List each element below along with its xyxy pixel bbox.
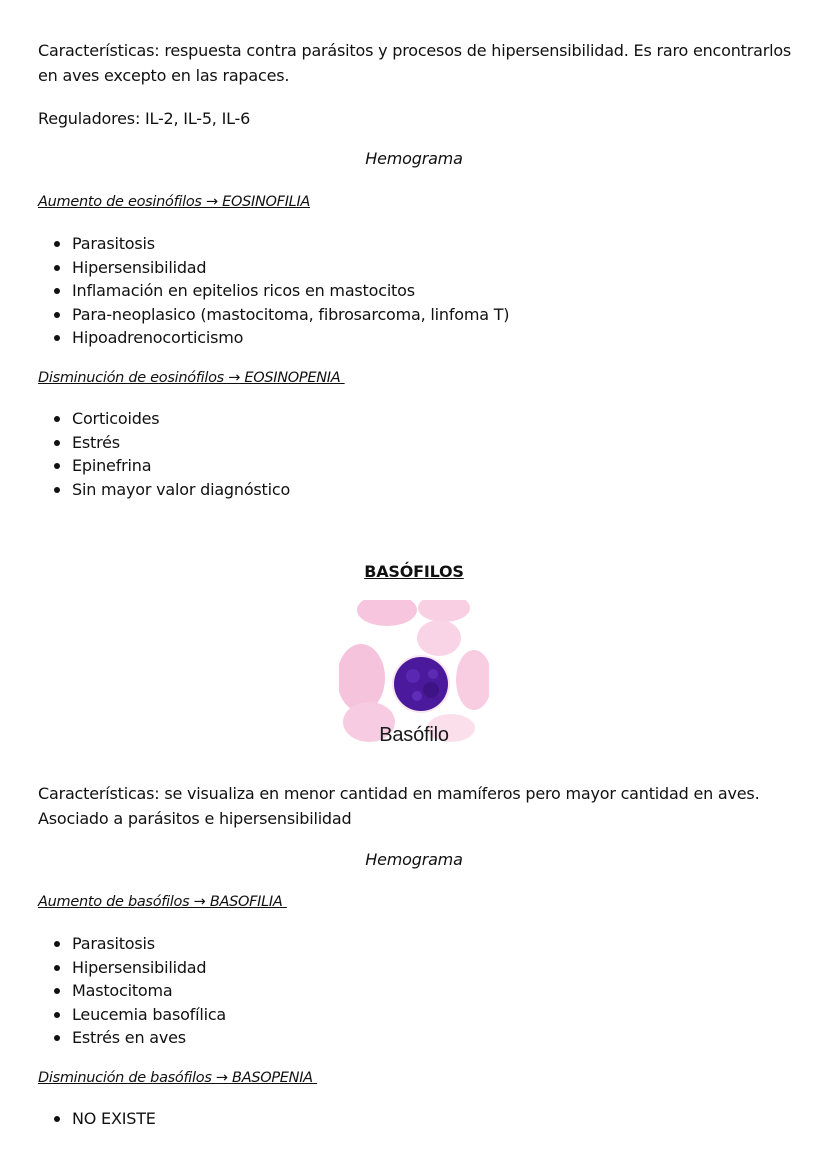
bullet-icon [54, 416, 60, 422]
basophilia-list [38, 932, 226, 1050]
eosinopenia-list [38, 407, 290, 501]
list-item: Corticoides [38, 407, 290, 431]
eosinophil-characteristics: Características: respuesta contra parásitos y procesos de hipersensibilidad. Es raro encontrarlos en aves excepto en las rapaces. [38, 41, 792, 85]
list-item: Parasitosis [38, 932, 226, 956]
list-item: Inflamación en epitelios ricos en mastocitos [38, 279, 509, 303]
basophil-figure-caption: Basófilo [379, 724, 449, 746]
bullet-icon [54, 463, 60, 469]
list-item: Hipersensibilidad [38, 256, 509, 280]
bullet-icon [54, 1012, 60, 1018]
bullet-icon [54, 440, 60, 446]
list-item: Mastocitoma [38, 979, 226, 1003]
eosinophilia-heading: Aumento de eosinófilos → EOSINOFILIA [38, 194, 311, 210]
bullet-icon [54, 988, 60, 994]
basophil-figure [339, 600, 489, 750]
bullet-icon [54, 312, 60, 318]
bullet-icon [54, 1035, 60, 1041]
basopenia-heading: Disminución de basófilos → BASOPENIA [38, 1070, 318, 1086]
bullet-icon [54, 1116, 60, 1122]
basophil-hemogram-heading: Hemograma [365, 850, 463, 869]
list-item: Epinefrina [38, 454, 290, 478]
basopenia-list [38, 1107, 156, 1131]
list-item: Parasitosis [38, 232, 509, 256]
list-item: Estrés en aves [38, 1026, 226, 1050]
list-item: Hipoadrenocorticismo [38, 326, 509, 350]
basophilia-heading: Aumento de basófilos → BASOFILIA [38, 894, 287, 910]
bullet-icon [54, 288, 60, 294]
eosinophil-regulators: Reguladores: IL-2, IL-5, IL-6 [38, 109, 251, 128]
bullet-icon [54, 965, 60, 971]
list-item: Leucemia basofílica [38, 1003, 226, 1027]
eosinophil-hemogram-heading: Hemograma [365, 149, 463, 168]
list-item: NO EXISTE [38, 1107, 156, 1131]
bullet-icon [54, 241, 60, 247]
bullet-icon [54, 265, 60, 271]
bullet-icon [54, 335, 60, 341]
list-item: Para-neoplasico (mastocitoma, fibrosarcoma, linfoma T) [38, 303, 509, 327]
eosinopenia-heading: Disminución de eosinófilos → EOSINOPENIA [38, 370, 345, 386]
list-item: Sin mayor valor diagnóstico [38, 478, 290, 502]
list-item: Estrés [38, 431, 290, 455]
basophils-section-title: BASÓFILOS [364, 562, 464, 581]
list-item: Hipersensibilidad [38, 956, 226, 980]
bullet-icon [54, 941, 60, 947]
eosinophilia-list [38, 232, 509, 350]
bullet-icon [54, 487, 60, 493]
basophil-characteristics: Características: se visualiza en menor cantidad en mamíferos pero mayor cantidad en aves. Asociado a parásitos e hipersensibilidad [38, 784, 760, 828]
